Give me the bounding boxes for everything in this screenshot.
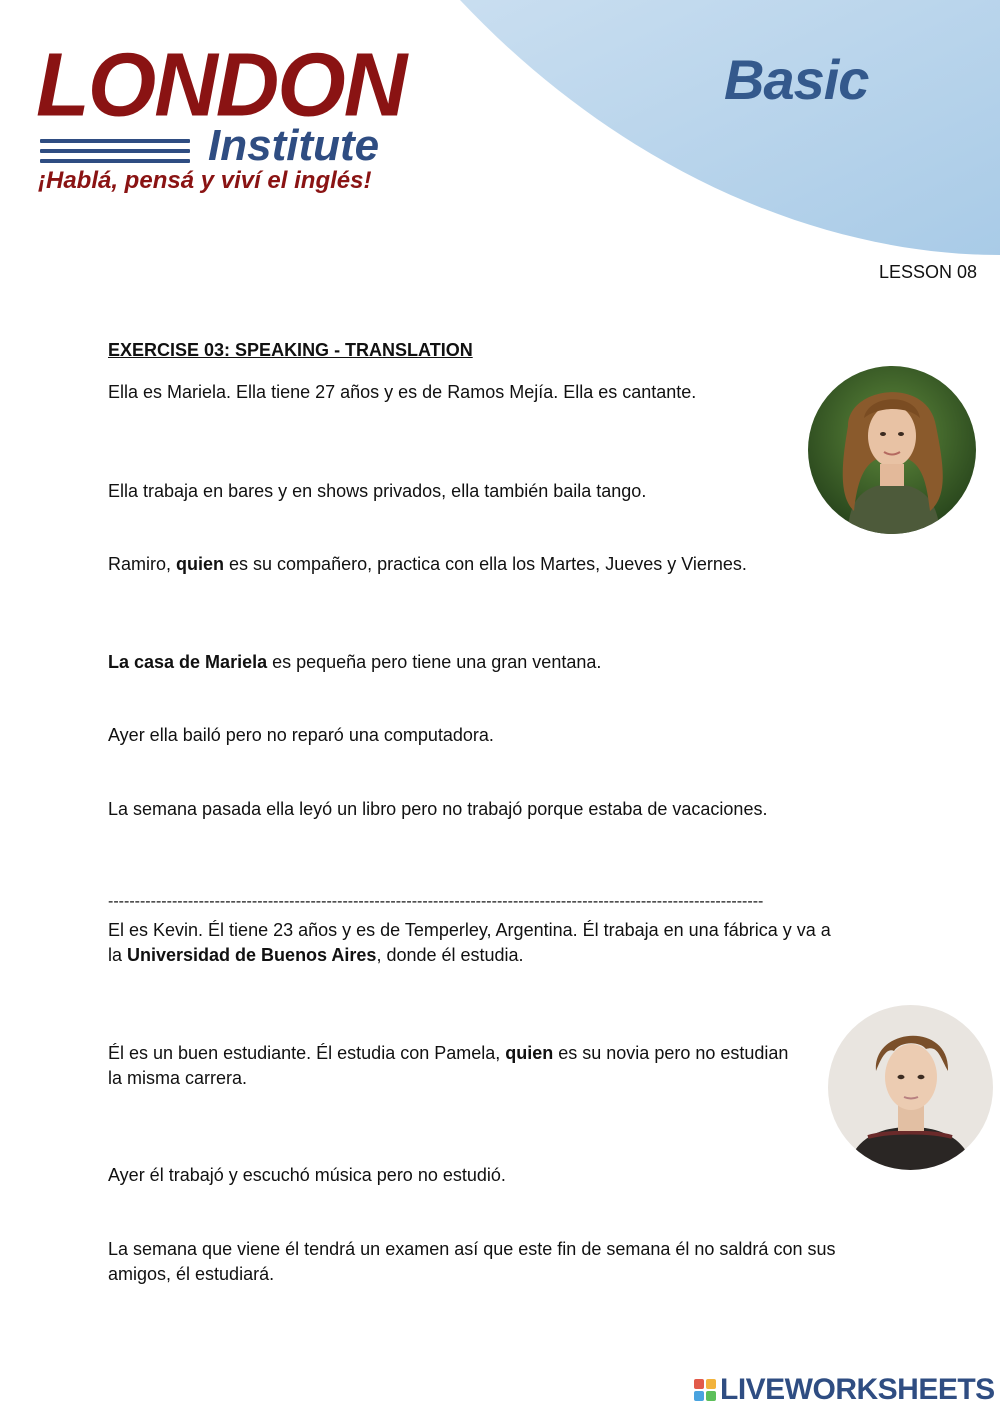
- bold-universidad: Universidad de Buenos Aires: [127, 945, 377, 965]
- kevin-paragraph-4: La semana que viene él tendrá un examen así que este fin de semana él no saldrá con sus amigos, él estudiará.: [108, 1239, 836, 1284]
- bold-quien: quien: [176, 554, 225, 574]
- liveworksheets-logo-icon: [694, 1379, 716, 1401]
- liveworksheets-text: LIVEWORKSHEETS: [720, 1373, 995, 1406]
- london-institute-logo: [36, 34, 416, 210]
- mariela-paragraph-4: La casa de Mariela es pequeña pero tiene una gran ventana.: [108, 652, 602, 672]
- logo-stripes: [40, 139, 190, 169]
- logo-london-text: LONDON: [36, 34, 406, 135]
- bold-quien-2: quien: [505, 1043, 554, 1063]
- mariela-photo: [808, 366, 976, 534]
- lesson-number: LESSON 08: [878, 262, 977, 282]
- kevin-paragraph-1: El es Kevin. Él tiene 23 años y es de Temperley, Argentina. Él trabaja en una fábrica y va a la Universidad de Buenos Aires, donde él estudia.: [108, 920, 831, 965]
- logo-institute-text: Institute: [208, 121, 380, 170]
- kevin-paragraph-2: Él es un buen estudiante. Él estudia con Pamela, quien es su novia pero no estudian la misma carrera.: [108, 1043, 789, 1088]
- mariela-paragraph-2: Ella trabaja en bares y en shows privados, ella también baila tango.: [108, 481, 647, 501]
- mariela-paragraph-5: Ayer ella bailó pero no reparó una computadora.: [108, 725, 494, 745]
- logo-tagline: ¡Hablá, pensá y viví el inglés!: [38, 167, 372, 194]
- bold-casa-de-mariela: La casa de Mariela: [108, 652, 268, 672]
- exercise-title: EXERCISE 03: SPEAKING - TRANSLATION: [108, 340, 473, 360]
- mariela-paragraph-3: Ramiro, quien es su compañero, practica con ella los Martes, Jueves y Viernes.: [108, 554, 747, 574]
- mariela-paragraph-6: La semana pasada ella leyó un libro pero no trabajó porque estaba de vacaciones.: [108, 799, 768, 819]
- mariela-paragraph-1: Ella es Mariela. Ella tiene 27 años y es de Ramos Mejía. Ella es cantante.: [108, 382, 697, 402]
- kevin-photo: [828, 1005, 993, 1170]
- kevin-paragraph-3: Ayer él trabajó y escuchó música pero no estudió.: [108, 1165, 506, 1185]
- liveworksheets-brand: [694, 1372, 995, 1408]
- section-divider: ---------------------------------------------------------------------------------------------------------------------------: [108, 893, 764, 910]
- level-label: Basic: [724, 48, 869, 111]
